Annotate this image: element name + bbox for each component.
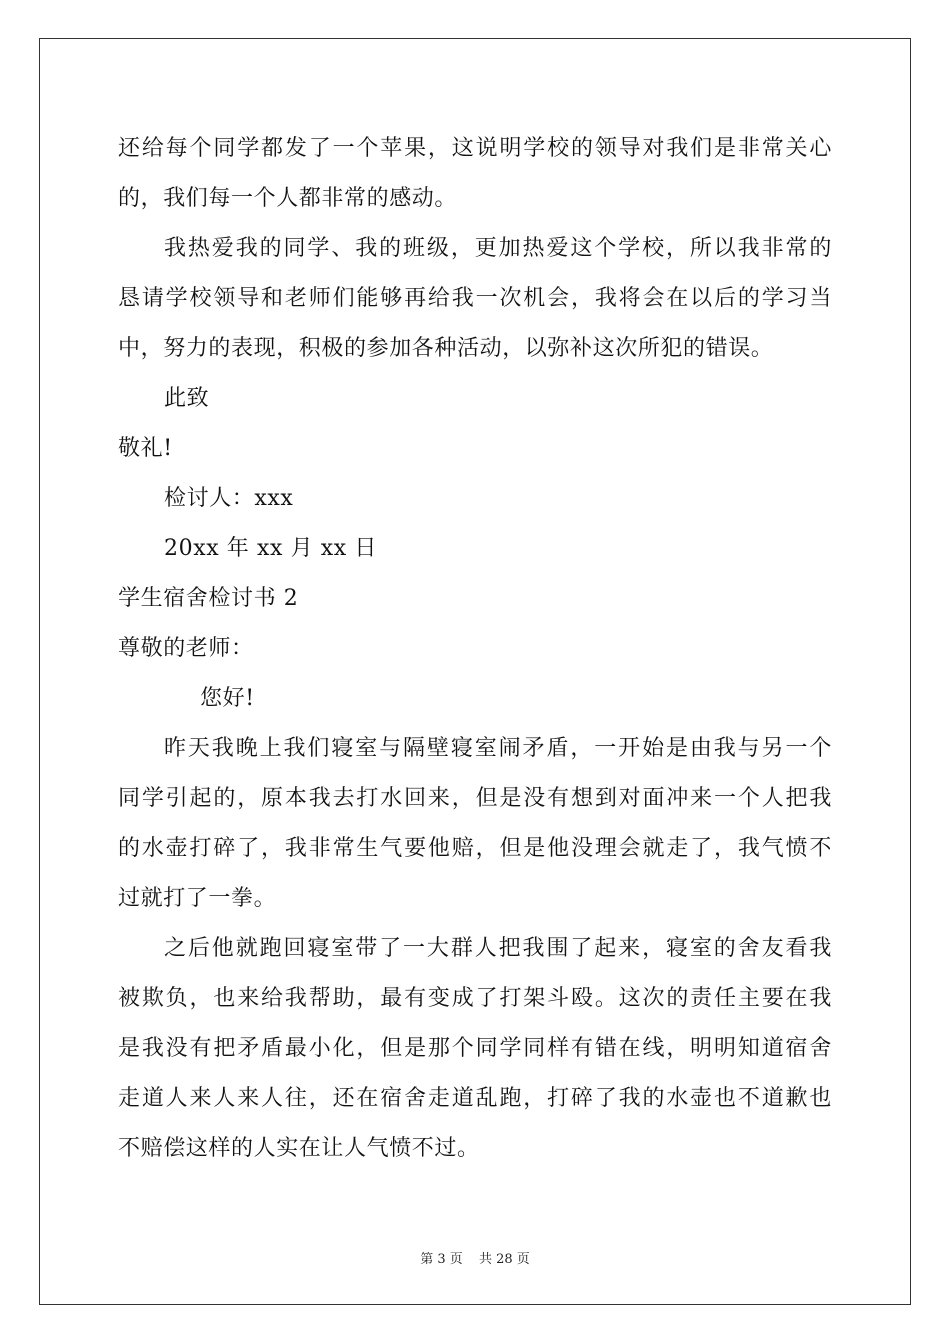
text-line: 此致 <box>164 386 210 411</box>
text-line: 不赔偿这样的人实在让人气愤不过。 <box>118 1136 480 1161</box>
text-line: 的水壶打碎了，我非常生气要他赔，但是他没理会就走了，我气愤不 <box>118 836 832 861</box>
text-line: 中，努力的表现，积极的参加各种活动，以弥补这次所犯的错误。 <box>118 336 774 361</box>
page-footer <box>0 1248 950 1267</box>
text-line: 被欺负，也来给我帮助，最有变成了打架斗殴。这次的责任主要在我 <box>118 986 832 1011</box>
section-title: 学生宿舍检讨书 2 <box>118 586 299 611</box>
text-line: 还给每个同学都发了一个苹果，这说明学校的领导对我们是非常关心 <box>118 136 832 161</box>
text-line: 我热爱我的同学、我的班级，更加热爱这个学校，所以我非常的 <box>164 236 832 261</box>
signature-date: 20xx 年 xx 月 xx 日 <box>164 536 378 561</box>
text-line: 同学引起的，原本我去打水回来，但是没有想到对面冲来一个人把我 <box>118 786 832 811</box>
text-line: 走道人来人来人往，还在宿舍走道乱跑，打碎了我的水壶也不道歉也 <box>118 1086 832 1111</box>
text-line: 的，我们每一个人都非常的感动。 <box>118 186 458 211</box>
page-number: 第 3 页 <box>420 1252 463 1267</box>
text-line: 敬礼! <box>118 436 173 461</box>
signature-name: 检讨人：xxx <box>164 486 294 511</box>
text-line: 昨天我晚上我们寝室与隔壁寝室闹矛盾，一开始是由我与另一个 <box>164 736 832 761</box>
page-border <box>39 38 911 1305</box>
text-line: 之后他就跑回寝室带了一大群人把我围了起来，寝室的舍友看我 <box>164 936 832 961</box>
salutation: 尊敬的老师： <box>118 636 254 661</box>
text-line: 过就打了一拳。 <box>118 886 277 911</box>
text-line: 是我没有把矛盾最小化，但是那个同学同样有错在线，明明知道宿舍 <box>118 1036 832 1061</box>
page-total: 共 28 页 <box>478 1252 530 1267</box>
text-line: 恳请学校领导和老师们能够再给我一次机会，我将会在以后的学习当 <box>118 286 832 311</box>
greeting: 您好! <box>200 686 255 711</box>
